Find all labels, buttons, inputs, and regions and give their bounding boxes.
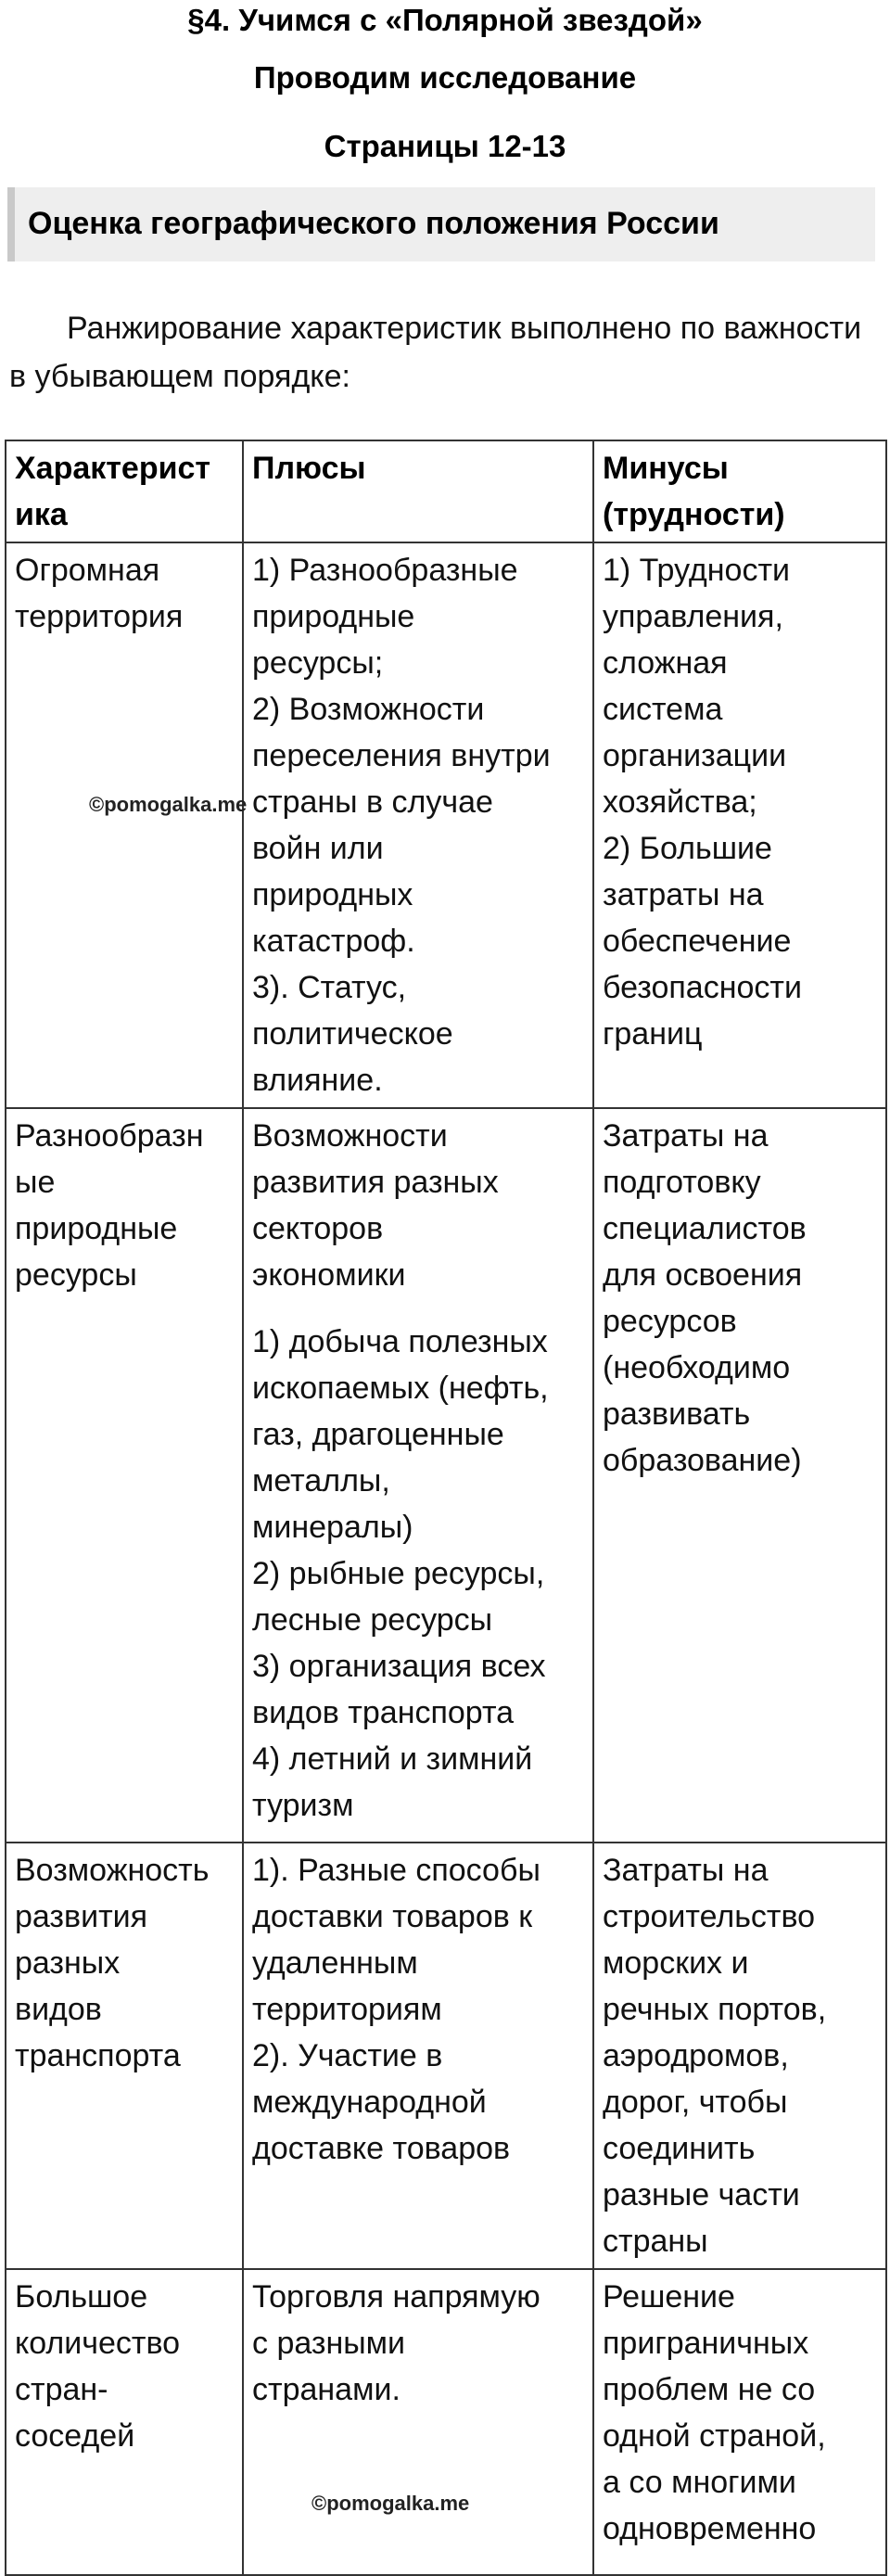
paragraph-title: §4. Учимся с «Полярной звездой» [187,3,703,37]
table-row [6,1843,886,2269]
table-row [6,1108,886,1843]
cell-pros: 1) Разнообразные природные ресурсы; 2) Возможности переселения внутри страны в случае войн или природных катастроф. 3). Статус, политическое влияние. [243,542,593,1108]
pages-label: Страницы 12-13 [324,129,566,163]
intro-paragraph: Ранжирование характеристик выполнено по важности в убывающем порядке: [9,311,862,394]
position-assessment-table [5,440,887,2576]
section-heading: Оценка географического положения России [28,206,719,241]
exercise-subtitle: Проводим исследование [253,60,637,95]
header-cons: Минусы (трудности) [593,440,886,542]
header-characteristic: Характерист ика [6,440,243,542]
table-row [6,2269,886,2575]
cell-cons: Затраты на подготовку специалистов для освоения ресурсов (необходимо развивать образование) [593,1108,886,1843]
cell-cons: Затраты на строительство морских и речных портов, аэродромов, дорог, чтобы соединить разные части страны [593,1843,886,2269]
table-header-row [6,440,886,542]
header-pros: Плюсы [243,440,593,542]
watermark: ©pomogalka.me [89,793,248,816]
cell-pros: 1). Разные способы доставки товаров к удаленным территориям 2). Участие в международной доставке товаров [243,1843,593,2269]
cell-cons: 1) Трудности управления, сложная система организации хозяйства; 2) Большие затраты на обеспечение безопасности границ [593,542,886,1108]
watermark: ©pomogalka.me [312,2492,470,2515]
cell-cons: Решение приграничных проблем не со одной страной, а со многими одновременно [593,2269,886,2575]
cell-pros: Возможности развития разных секторов экономики 1) добыча полезных ископаемых (нефть, газ, драгоценные металлы, минералы) 2) рыбные ресурсы, лесные ресурсы 3) организация всех видов транспорта 4) летний и зимний туризм [243,1108,593,1843]
cell-characteristic: Разнообразн ые природные ресурсы [6,1108,243,1843]
cell-characteristic: Большое количество стран- соседей [6,2269,243,2575]
section-heading-banner [7,187,875,261]
cell-pros: Торговля напрямую с разными странами. [243,2269,593,2575]
table-row [6,542,886,1108]
cell-characteristic: Возможность развития разных видов транспорта [6,1843,243,2269]
cell-characteristic: Огромная территория [6,542,243,1108]
